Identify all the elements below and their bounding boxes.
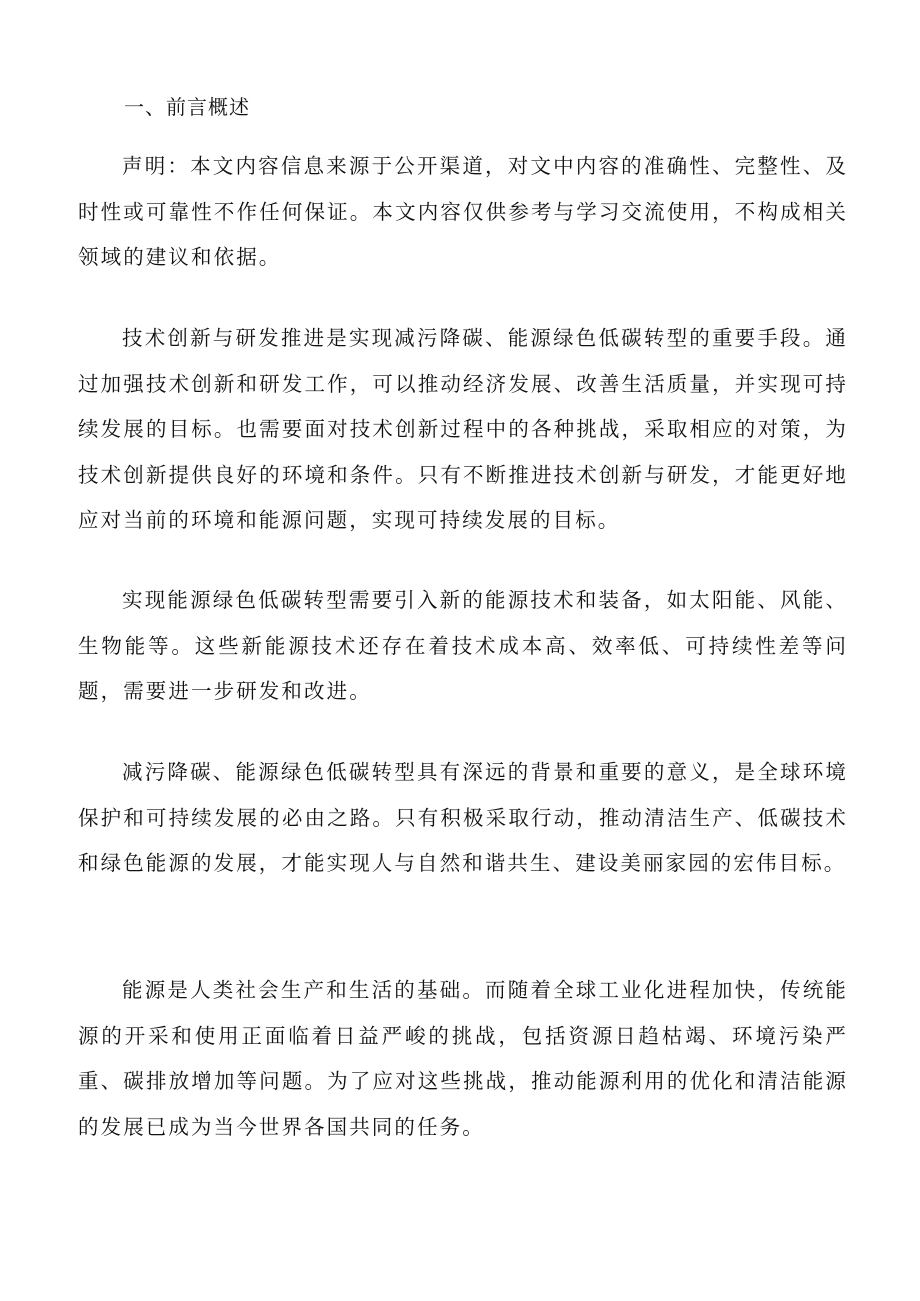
paragraph-energy-basis: 能源是人类社会生产和生活的基础。而随着全球工业化进程加快，传统能源的开采和使用正面临着日益严峻的挑战，包括资源日趋枯竭、环境污染严重、碳排放增加等问题。为了应对这些挑战，推动能源利用的优化和清洁能源的发展已成为当今世界各国共同的任务。 (78, 978, 848, 1139)
paragraph-new-energy-tech: 实现能源绿色低碳转型需要引入新的能源技术和装备，如太阳能、风能、生物能等。这些新能源技术还存在着技术成本高、效率低、可持续性差等问题，需要进一步研发和改进。 (78, 588, 848, 703)
paragraph-significance: 减污降碳、能源绿色低碳转型具有深远的背景和重要的意义，是全球环境保护和可持续发展的必由之路。只有积极采取行动，推动清洁生产、低碳技术和绿色能源的发展，才能实现人与自然和谐共生、建设美丽家园的宏伟目标。 (78, 760, 848, 875)
paragraph-tech-innovation: 技术创新与研发推进是实现减污降碳、能源绿色低碳转型的重要手段。通过加强技术创新和研发工作，可以推动经济发展、改善生活质量，并实现可持续发展的目标。也需要面对技术创新过程中的各种挑战，采取相应的对策，为技术创新提供良好的环境和条件。只有不断推进技术创新与研发，才能更好地应对当前的环境和能源问题，实现可持续发展的目标。 (78, 326, 848, 532)
paragraph-disclaimer: 声明：本文内容信息来源于公开渠道，对文中内容的准确性、完整性、及时性或可靠性不作任何保证。本文内容仅供参考与学习交流使用，不构成相关领域的建议和依据。 (78, 154, 848, 269)
section-heading: 一、前言概述 (124, 95, 250, 119)
